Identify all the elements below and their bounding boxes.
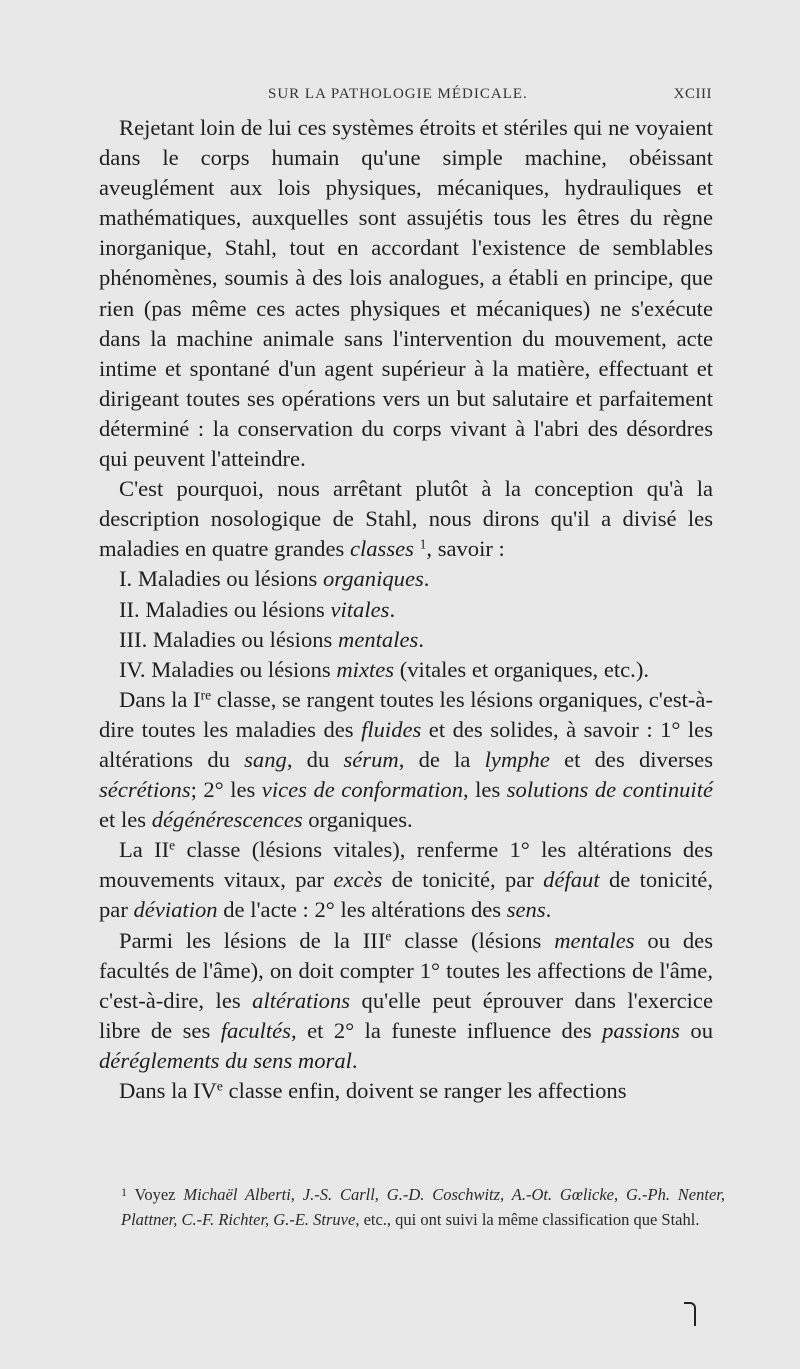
p3-s8: , de la xyxy=(398,746,485,772)
paragraph-4 xyxy=(99,835,713,925)
p4-i9: sens xyxy=(506,897,546,923)
p3-i9: lymphe xyxy=(484,746,550,772)
list-item-1-italic: organiques xyxy=(322,566,424,592)
p6-s0: Dans la IV xyxy=(119,1078,217,1103)
printer-mark-icon xyxy=(684,1302,696,1326)
paragraph-2 xyxy=(99,474,713,564)
main-text xyxy=(99,113,713,1106)
list-item-1-tail: . xyxy=(423,566,430,592)
p3-i15: solutions de continuité xyxy=(506,777,714,803)
paragraph-1 xyxy=(99,113,713,474)
p4-s2: classe (lésions vitales), renferme 1° les altérations des mouvements vitaux, par xyxy=(99,837,714,893)
p4-s4: de tonicité, par xyxy=(382,867,544,893)
p3-s0: Dans la I xyxy=(119,686,201,712)
p5-s10: ou xyxy=(679,1017,713,1043)
p3-s12: ; 2° les xyxy=(190,777,262,803)
footnote xyxy=(105,1182,725,1232)
footnote-lead: Voyez xyxy=(127,1185,184,1204)
p5-i9: passions xyxy=(602,1017,680,1043)
p4-i7: déviation xyxy=(133,897,218,923)
p3-i17: dégénérescences xyxy=(151,807,303,833)
p3-i11: sécrétions xyxy=(99,777,191,803)
p5-s12: . xyxy=(351,1047,358,1073)
list-item-4-text: IV. Maladies ou lésions xyxy=(119,656,337,682)
p5-sup: e xyxy=(385,928,392,944)
p5-s6: qu'elle peut éprouver dans l'exercice libre de ses xyxy=(99,987,713,1043)
p3-s16: et les xyxy=(99,807,152,833)
footnote-authors: Michaël Alberti, J.-S. Carll, G.-D. Coschwitz, A.-Ot. Gœlicke, G.-Ph. Nenter, Plattner, C.-F. Richter, G.-E. Struve, xyxy=(121,1185,726,1229)
p3-sup: re xyxy=(200,687,212,703)
p5-i7: facultés xyxy=(220,1017,291,1043)
list-item-4-italic: mixtes xyxy=(336,656,395,682)
list-item-3 xyxy=(99,625,713,655)
p5-s4: ou des facultés de l'âme), on doit compter 1° toutes les affections de l'âme, c'est-à-dire, les xyxy=(99,927,713,1013)
p5-s8: , et 2° la funeste influence des xyxy=(290,1017,603,1043)
paragraph-3 xyxy=(99,685,713,835)
p4-s8: de l'acte : 2° les altérations des xyxy=(217,897,507,923)
p3-s2: classe, se rangent toutes les lésions organiques, c'est-à-dire toutes les maladies des xyxy=(99,686,713,742)
p3-i3: fluides xyxy=(361,716,422,742)
list-item-3-tail: . xyxy=(418,626,424,652)
list-item-1-text: I. Maladies ou lésions xyxy=(119,566,323,592)
list-item-2-tail: . xyxy=(389,596,396,622)
p4-s6: de tonicité, par xyxy=(99,867,713,923)
running-title: SUR LA PATHOLOGIE MÉDICALE. xyxy=(268,86,528,102)
list-item-3-italic: mentales xyxy=(338,626,419,652)
p5-i5: altérations xyxy=(252,987,351,1013)
paragraph-2-tail: , savoir : xyxy=(426,536,505,562)
p6-sup: e xyxy=(216,1078,223,1094)
list-item-1 xyxy=(99,564,713,594)
footnote-text xyxy=(105,1182,725,1232)
list-item-2 xyxy=(99,595,713,625)
p4-s10: . xyxy=(545,897,552,923)
p3-i7: sérum xyxy=(343,746,399,772)
p4-i3: excès xyxy=(333,867,383,893)
list-item-4 xyxy=(99,655,713,685)
footnote-reference: 1 xyxy=(419,536,427,552)
paragraph-2-text: C'est pourquoi, nous arrêtant plutôt à la conception qu'à la description nosologique de Stahl, nous dirons qu'il a divisé les maladies en quatre grandes xyxy=(99,476,713,562)
classes-italic: classes xyxy=(349,536,414,562)
page-number: XCIII xyxy=(673,86,712,102)
paragraph-5 xyxy=(99,926,713,1076)
p4-sup: e xyxy=(169,837,176,853)
p3-s6: , du xyxy=(286,746,344,772)
p4-s0: La II xyxy=(119,837,170,863)
list-item-3-text: III. Maladies ou lésions xyxy=(119,626,338,652)
p4-i5: défaut xyxy=(543,867,600,893)
list-item-2-text: II. Maladies ou lésions xyxy=(119,596,331,622)
footnote-marker: 1 xyxy=(121,1185,127,1199)
p3-s18: organiques. xyxy=(302,807,413,833)
paragraph-1-text: Rejetant loin de lui ces systèmes étroits et stériles qui ne voyaient dans le corps humain qu'une simple machine, obéissant aveuglément aux lois physiques, mécaniques, hydrauliques et mathématiques, auxquelles sont assujétis tous les êtres du règne inorganique, Stahl, tout en accordant l'existence de semblables phénomènes, soumis à des lois analogues, a établi en principe, que rien (pas même ces actes physiques et mécaniques) ne s'exécute dans la machine animale sans l'intervention du mouvement, acte intime et spontané d'un agent supérieur à la matière, effectuant et dirigeant toutes ses opérations vers un but salutaire et parfaitement déterminé : la conservation du corps vivant à l'abri des désordres qui peuvent l'atteindre. xyxy=(99,115,713,472)
running-header xyxy=(268,86,712,112)
p6-s2: classe enfin, doivent se ranger les affections xyxy=(222,1078,627,1103)
p3-s10: et des diverses xyxy=(549,746,713,772)
p3-s4: et des solides, à savoir : 1° les altérations du xyxy=(99,716,713,772)
paragraph-6 xyxy=(99,1076,713,1106)
p5-i3: mentales xyxy=(554,927,635,953)
p5-i11: déréglements du sens moral xyxy=(99,1047,352,1073)
p3-i13: vices de conformation xyxy=(261,777,464,803)
p3-s14: , les xyxy=(463,777,507,803)
list-item-4-tail: (vitales et organiques, etc.). xyxy=(394,656,650,682)
list-item-2-italic: vitales xyxy=(330,596,390,622)
p5-s2: classe (lésions xyxy=(391,927,555,953)
p3-i5: sang xyxy=(244,746,287,772)
footnote-tail: etc., qui ont suivi la même classification que Stahl. xyxy=(359,1210,700,1229)
p5-s0: Parmi les lésions de la III xyxy=(119,927,386,953)
